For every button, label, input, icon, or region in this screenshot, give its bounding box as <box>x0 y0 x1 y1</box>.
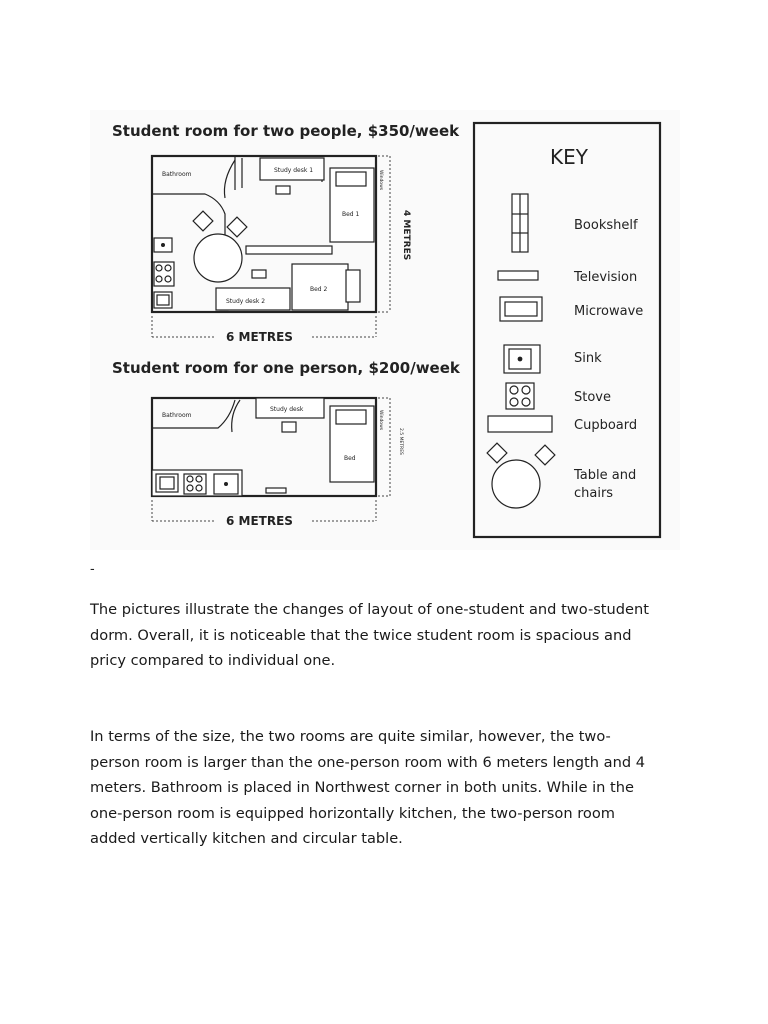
one-person-room-title: Student room for one person, $200/week <box>112 359 460 377</box>
sink-icon <box>504 345 540 373</box>
one-bathroom-label: Bathroom <box>162 412 192 419</box>
key-label-sink: Sink <box>574 351 602 366</box>
two-desk1-label: Study desk 1 <box>274 167 314 174</box>
cupboard-icon <box>488 416 552 432</box>
one-windows-label: Windows <box>378 410 383 431</box>
key-label-stove: Stove <box>574 390 611 405</box>
one-height-label: 2.5 METRES <box>398 428 403 455</box>
floor-plan-svg <box>90 110 680 550</box>
paragraph-overview: The pictures illustrate the changes of layout of one-student and two-student dorm. Overall, it is noticeable that the twice student room is spacious and pricy compared to individual one. <box>90 601 649 669</box>
key-title: KEY <box>550 145 588 169</box>
key-label-chairs: chairs <box>574 486 614 501</box>
two-person-room-title: Student room for two people, $350/week <box>112 122 460 140</box>
paragraph-size: In terms of the size, the two rooms are quite similar, however, the two-person room is larger than the one-person room with 6 meters length and 4 meters. Bathroom is placed in Northwest corner in both units. While in the one-person room is equipped horizontally kitchen, the two-person room added vertically kitchen and circular table. <box>90 728 646 847</box>
one-bed-label: Bed <box>344 455 356 462</box>
two-windows-label: Windows <box>378 170 383 191</box>
one-desk-label: Study desk <box>270 406 304 413</box>
stove-icon <box>506 383 534 409</box>
two-width-label: 6 METRES <box>226 330 293 344</box>
two-height-label: 4 METRES <box>401 210 411 261</box>
key-panel <box>474 123 660 537</box>
floor-plan-figure <box>90 110 680 550</box>
two-person-room-plan <box>152 156 411 344</box>
two-bed1-label: Bed 1 <box>342 211 360 218</box>
two-bed2-label: Bed 2 <box>310 286 328 293</box>
two-desk2-label: Study desk 2 <box>226 298 266 305</box>
separator-dash: - <box>90 560 95 576</box>
bookshelf-icon <box>512 194 528 252</box>
key-label-table: Table and <box>574 468 637 483</box>
key-label-television: Television <box>574 270 638 285</box>
television-icon <box>498 271 538 280</box>
key-label-cupboard: Cupboard <box>574 418 638 433</box>
one-person-room-plan <box>152 398 404 528</box>
key-label-microwave: Microwave <box>574 304 644 319</box>
two-bathroom-label: Bathroom <box>162 171 192 178</box>
table-and-chairs-icon <box>487 443 555 508</box>
one-width-label: 6 METRES <box>226 514 293 528</box>
key-label-bookshelf: Bookshelf <box>574 218 638 233</box>
microwave-icon <box>500 297 542 321</box>
